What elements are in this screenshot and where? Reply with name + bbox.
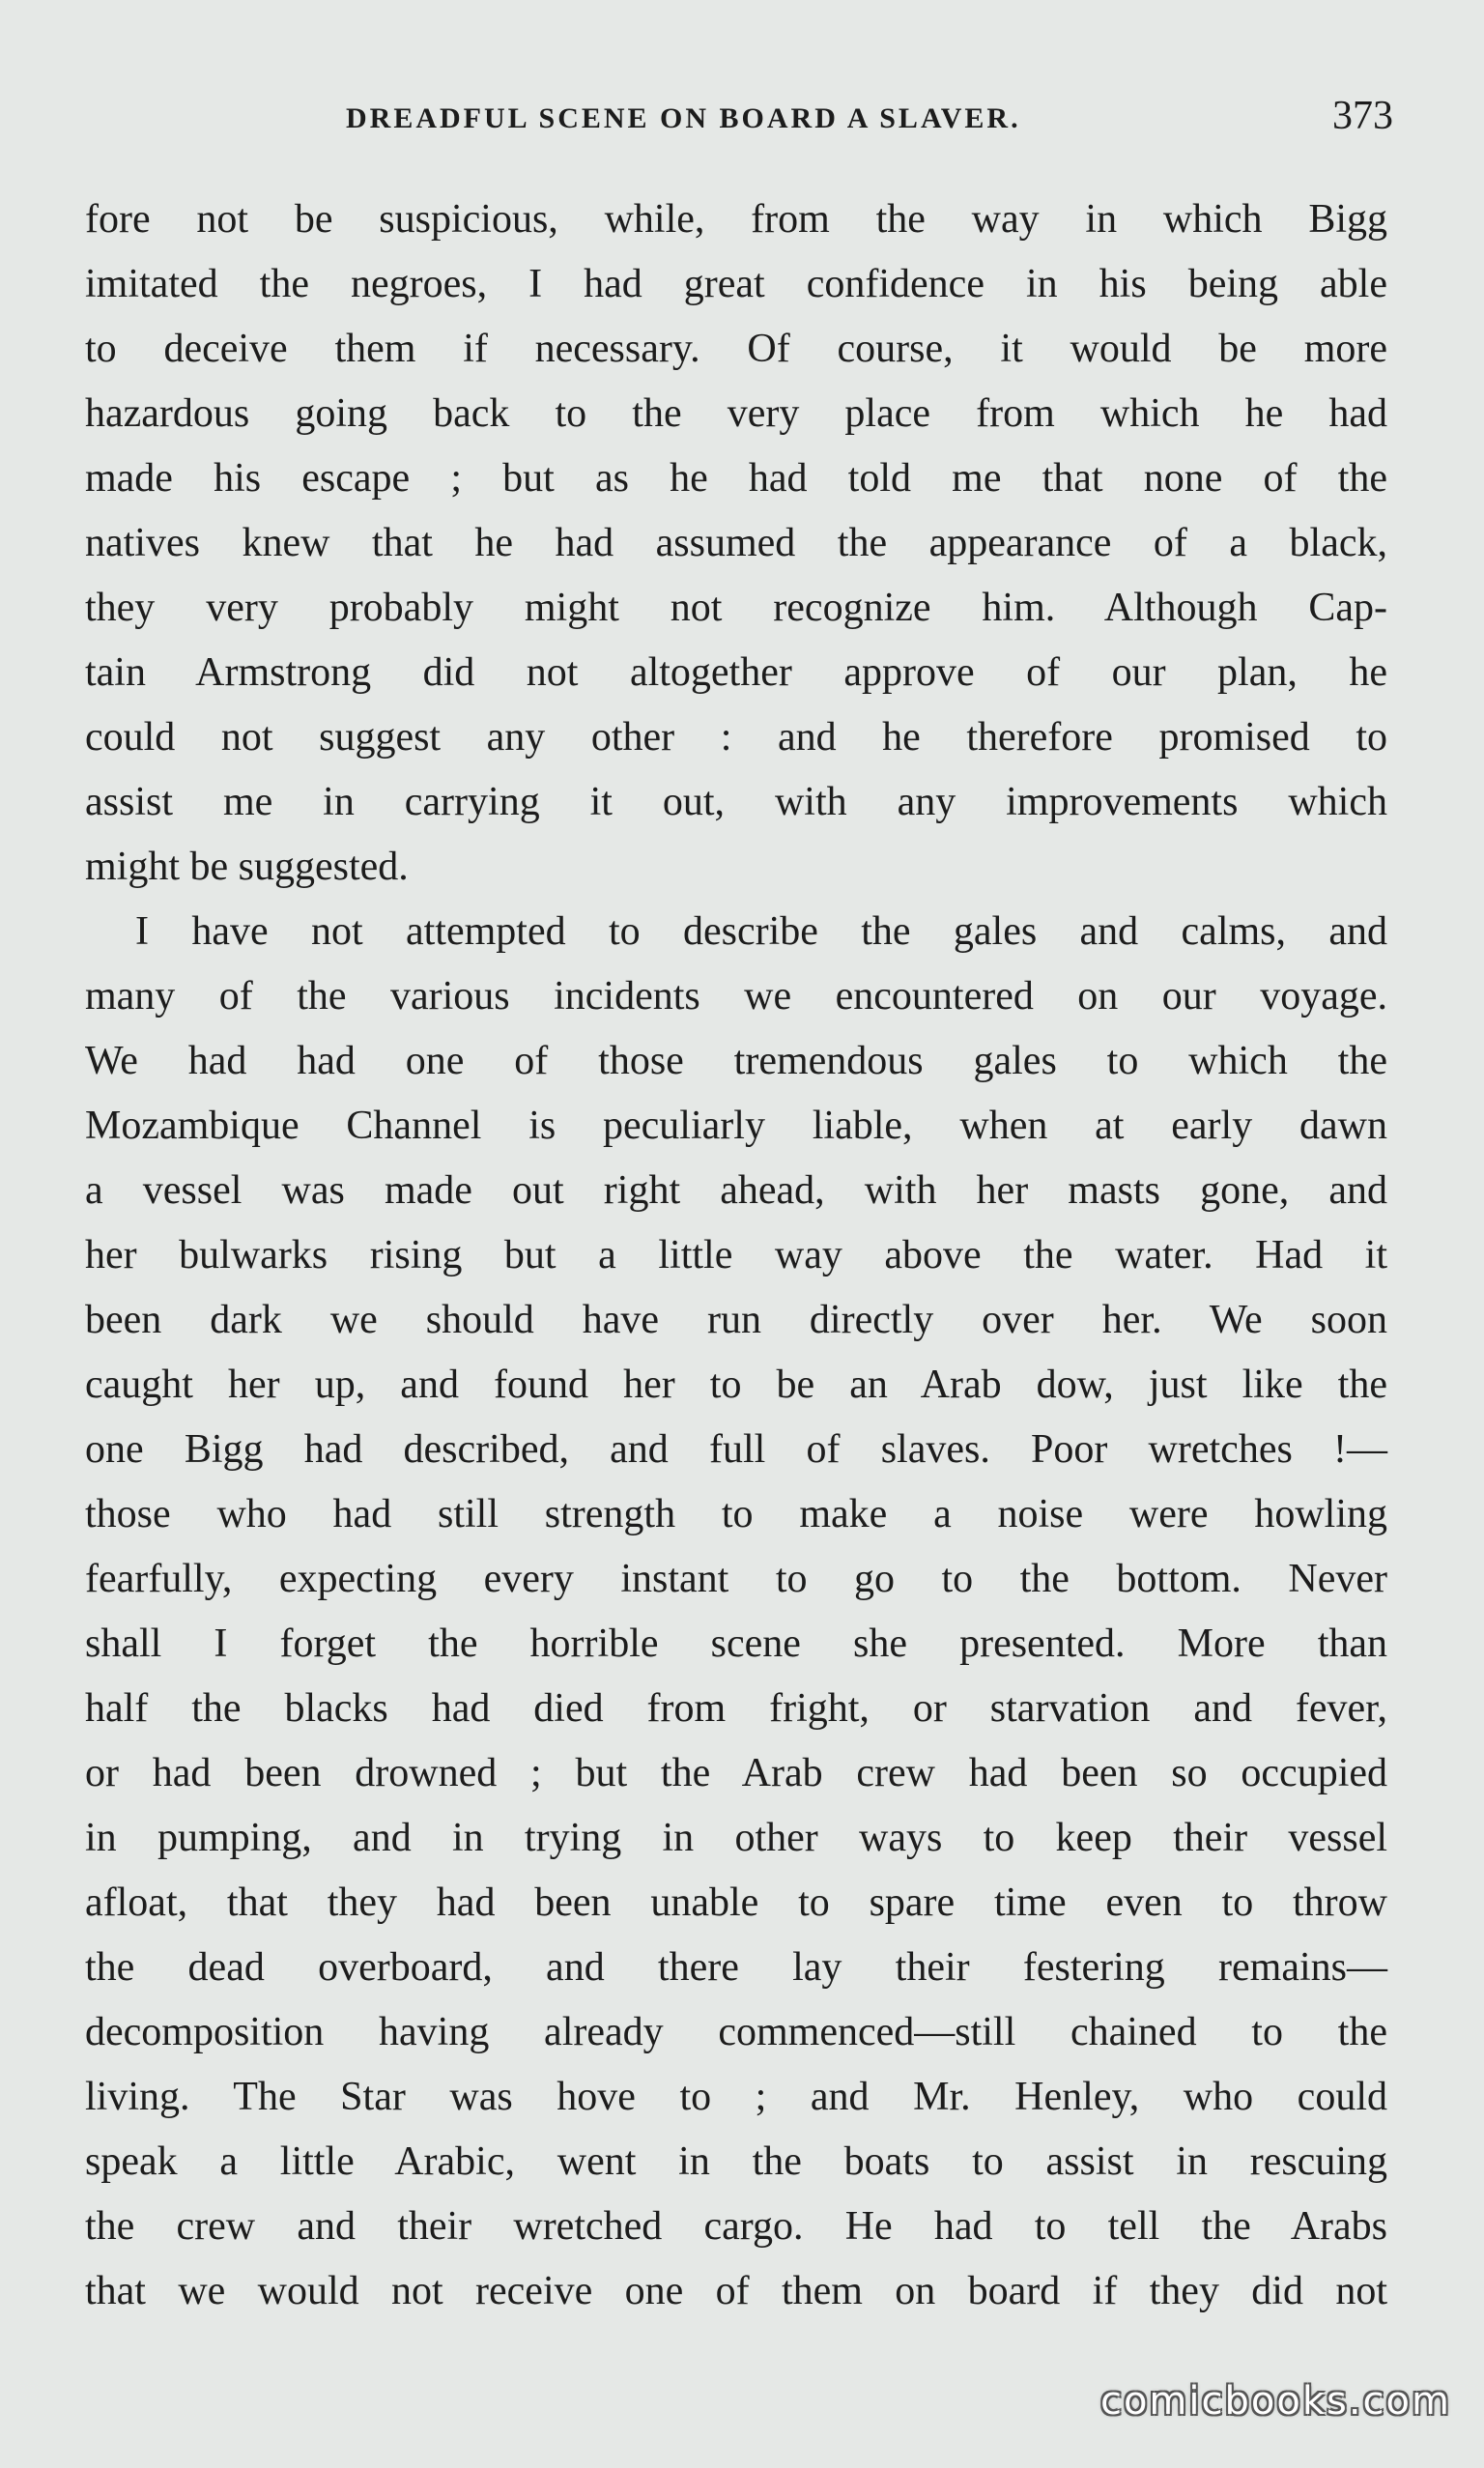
text-line: afloat, that they had been unable to spare time even to throw [85,1880,1387,1925]
paragraph-2 [85,900,1387,2324]
text-line: a vessel was made out right ahead, with her masts gone, and [85,1168,1387,1213]
text-line: half the blacks had died from fright, or starvation and fever, [85,1686,1387,1731]
text-line: the dead overboard, and there lay their festering remains— [85,1945,1387,1990]
text-line: shall I forget the horrible scene she presented. More than [85,1621,1387,1666]
text-line: they very probably might not recognize him. Although Cap- [85,586,1387,630]
text-line: tain Armstrong did not altogether approve of our plan, he [85,650,1387,695]
text-line: or had been drowned ; but the Arab crew had been so occupied [85,1751,1387,1795]
text-line: one Bigg had described, and full of slaves. Poor wretches !— [85,1427,1387,1472]
text-line: the crew and their wretched cargo. He had to tell the Arabs [85,2204,1387,2249]
text-line: imitated the negroes, I had great confidence in his being able [85,262,1387,306]
running-head [0,93,1484,151]
text-line: fearfully, expecting every instant to go to the bottom. Never [85,1557,1387,1601]
text-line: I have not attempted to describe the gales and calms, and [135,909,1387,954]
text-line: to deceive them if necessary. Of course, it would be more [85,327,1387,371]
body-text [85,187,1387,2324]
text-line: speak a little Arabic, went in the boats to assist in rescuing [85,2139,1387,2184]
watermark: comicbooks.com [1099,2379,1451,2424]
text-line: could not suggest any other : and he therefore promised to [85,715,1387,760]
text-line: natives knew that he had assumed the appearance of a black, [85,521,1387,565]
text-line: fore not be suspicious, while, from the way in which Bigg [85,197,1387,242]
text-line: that we would not receive one of them on board if they did not [85,2269,1387,2313]
text-line: decomposition having already commenced—still chained to the [85,2010,1387,2054]
paragraph-1 [85,187,1387,900]
text-line: her bulwarks rising but a little way above the water. Had it [85,1233,1387,1277]
text-line: been dark we should have run directly over her. We soon [85,1298,1387,1342]
text-line: might be suggested. [85,845,409,889]
text-line: assist me in carrying it out, with any improvements which [85,780,1387,824]
text-line: made his escape ; but as he had told me that none of the [85,456,1387,501]
text-line: We had had one of those tremendous gales to which the [85,1039,1387,1083]
text-line: Mozambique Channel is peculiarly liable, when at early dawn [85,1104,1387,1148]
text-line: many of the various incidents we encountered on our voyage. [85,974,1387,1019]
text-line: caught her up, and found her to be an Arab dow, just like the [85,1363,1387,1407]
text-line: those who had still strength to make a noise were howling [85,1492,1387,1536]
page-number: 373 [1332,94,1393,138]
text-line: hazardous going back to the very place from which he had [85,391,1387,436]
text-line: in pumping, and in trying in other ways to keep their vessel [85,1816,1387,1860]
running-title: DREADFUL SCENE ON BOARD A SLAVER. [346,102,1021,134]
text-line: living. The Star was hove to ; and Mr. Henley, who could [85,2075,1387,2119]
